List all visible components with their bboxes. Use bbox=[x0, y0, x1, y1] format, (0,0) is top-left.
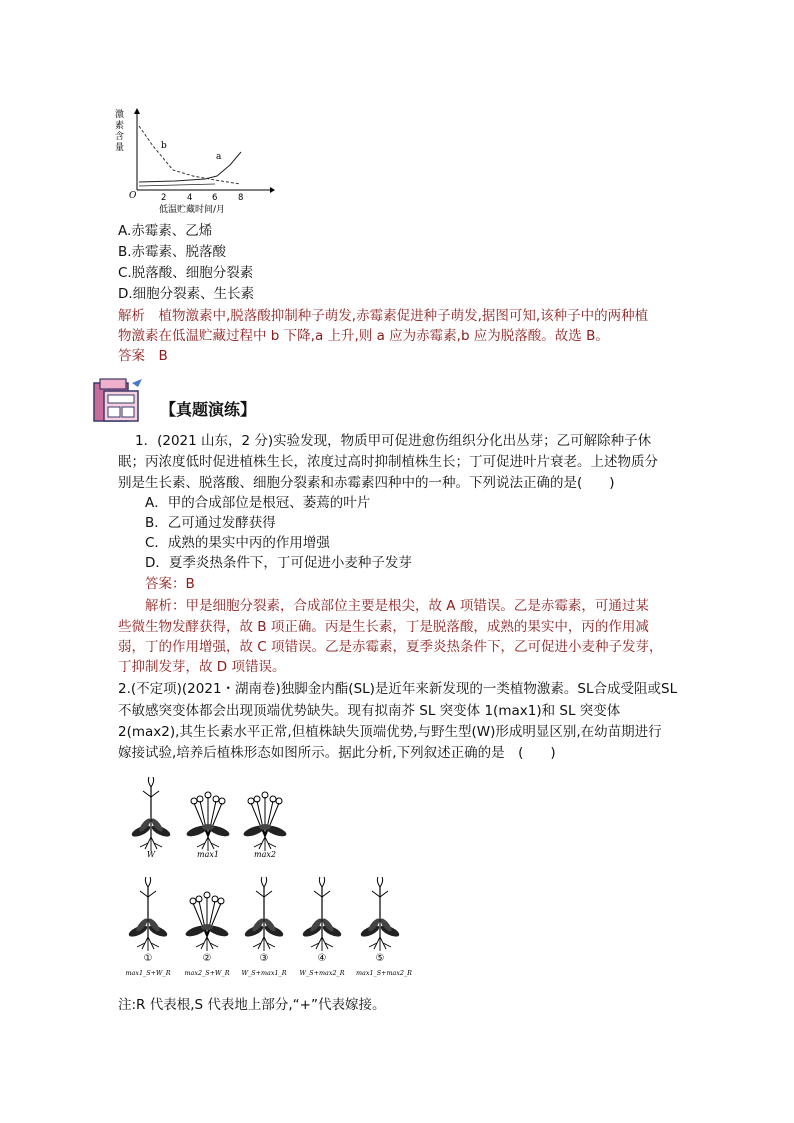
circle-label-5: ⑤ bbox=[375, 953, 385, 964]
q0-option-a: A.赤霉素、乙烯 bbox=[118, 223, 213, 239]
graft-label-5: max1_S+max2_R bbox=[355, 969, 413, 977]
q0-analysis-line-2: 物激素在低温贮藏过程中 b 下降,a 上升,则 a 应为赤霉素,b 应为脱落酸。故选 B。 bbox=[118, 328, 609, 344]
figure-note: 注:R 代表根,S 代表地上部分,“+”代表嫁接。 bbox=[118, 997, 386, 1013]
practice-section-icon bbox=[92, 377, 144, 425]
circle-label-1: ① bbox=[143, 953, 153, 964]
curve-a bbox=[139, 152, 241, 182]
plant-graft-4 bbox=[301, 877, 343, 951]
q0-option-b: B.赤霉素、脱落酸 bbox=[118, 244, 227, 260]
graft-label-3: W_S+max1_R bbox=[241, 969, 287, 977]
q0-option-d: D.细胞分裂素、生长素 bbox=[118, 286, 255, 302]
q1-option-d: D．夏季炎热条件下，丁可促进小麦种子发芽 bbox=[145, 555, 412, 571]
svg-text:量: 量 bbox=[115, 143, 125, 153]
q0-analysis-line-1: 解析 植物激素中,脱落酸抑制种子萌发,赤霉素促进种子萌发,据图可知,该种子中的两种植 bbox=[118, 308, 649, 324]
plant-max2 bbox=[242, 792, 287, 851]
plant-graft-2 bbox=[184, 892, 229, 951]
q1-option-a: A．甲的合成部位是根冠、萎蔫的叶片 bbox=[145, 495, 371, 511]
curve-b bbox=[139, 126, 240, 184]
curve-a-label: a bbox=[216, 152, 222, 162]
q1-analysis-line-4: 丁抑制发芽，故 D 项错误。 bbox=[118, 659, 286, 675]
svg-text:素: 素 bbox=[115, 121, 125, 131]
q1-option-b: B．乙可通过发酵获得 bbox=[145, 515, 276, 531]
graft-label-1: max1_S+W_R bbox=[125, 969, 171, 977]
q1-analysis-line-3: 弱，丁的作用增强，故 C 项错误。乙是赤霉素，夏季炎热条件下，乙可促进小麦种子发芽， bbox=[118, 639, 663, 655]
graft-label-4: W_S+max2_R bbox=[299, 969, 345, 977]
svg-text:含: 含 bbox=[115, 132, 125, 142]
q0-option-c: C.脱落酸、细胞分裂素 bbox=[118, 265, 254, 281]
origin-label: O bbox=[129, 191, 137, 201]
q2-stem-line-2: 不敏感突变体都会出现顶端优势缺失。现有拟南芥 SL 突变体 1(max1)和 SL 突变体 bbox=[118, 703, 621, 719]
graft-label-2: max2_S+W_R bbox=[184, 969, 230, 977]
hormone-content-graph bbox=[115, 108, 285, 220]
section-title: 【真题演练】 bbox=[160, 400, 257, 419]
circle-label-3: ③ bbox=[259, 953, 269, 964]
curve-b-label: b bbox=[161, 141, 167, 151]
q1-stem-line-2: 眠；丙浓度低时促进植株生长，浓度过高时抑制植株生长；丁可促进叶片衰老。上述物质分 bbox=[118, 454, 658, 470]
y-axis-label bbox=[115, 108, 124, 153]
svg-text:8: 8 bbox=[238, 193, 244, 203]
q1-option-c: C．成熟的果实中丙的作用增强 bbox=[145, 535, 330, 551]
plant-graft-1 bbox=[127, 877, 169, 951]
q1-answer: 答案：B bbox=[145, 576, 195, 592]
grafting-plant-figure bbox=[118, 775, 428, 985]
circle-label-4: ④ bbox=[317, 953, 327, 964]
q1-analysis-line-2: 些微生物发酵获得，故 B 项正确。丙是生长素，丁是脱落酸，成熟的果实中，丙的作用减 bbox=[118, 619, 649, 635]
q0-answer: 答案 B bbox=[118, 348, 168, 364]
curve-a-baseline bbox=[139, 184, 215, 186]
q1-stem-line-1: 1．(2021 山东，2 分)实验发现，物质甲可促进愈伤组织分化出丛芽；乙可解除种子休 bbox=[135, 433, 652, 449]
x-tick-labels bbox=[161, 193, 243, 203]
plant-max1 bbox=[185, 792, 230, 851]
svg-text:6: 6 bbox=[212, 193, 218, 203]
label-max1: max1 bbox=[197, 850, 219, 859]
svg-text:4: 4 bbox=[187, 193, 193, 203]
q1-analysis-line-1: 解析：甲是细胞分裂素，合成部位主要是根尖，故 A 项错误。乙是赤霉素，可通过某 bbox=[145, 598, 649, 614]
q2-stem-line-4: 嫁接试验,培养后植株形态如图所示。据此分析,下列叙述正确的是 ( ) bbox=[118, 745, 556, 761]
q1-stem-line-3: 别是生长素、脱落酸、细胞分裂素和赤霉素四种中的一种。下列说法正确的是( ) bbox=[118, 475, 615, 491]
label-w: W bbox=[146, 850, 156, 859]
q2-stem-line-3: 2(max2),其生长素水平正常,但植株缺失顶端优势,与野生型(W)形成明显区别,在幼苗期进行 bbox=[118, 724, 662, 740]
q2-stem-line-1: 2.(不定项)(2021・湖南卷)独脚金内酯(SL)是近年来新发现的一类植物激素。SL合成受阻或SL bbox=[118, 681, 678, 697]
plant-graft-3 bbox=[243, 877, 285, 951]
svg-text:2: 2 bbox=[161, 193, 167, 203]
circle-label-2: ② bbox=[202, 953, 212, 964]
plant-graft-5 bbox=[359, 877, 401, 951]
label-max2: max2 bbox=[254, 850, 276, 859]
x-axis-label: 低温贮藏时间/月 bbox=[159, 205, 226, 215]
svg-text:激: 激 bbox=[115, 110, 125, 120]
plant-w bbox=[130, 777, 172, 851]
